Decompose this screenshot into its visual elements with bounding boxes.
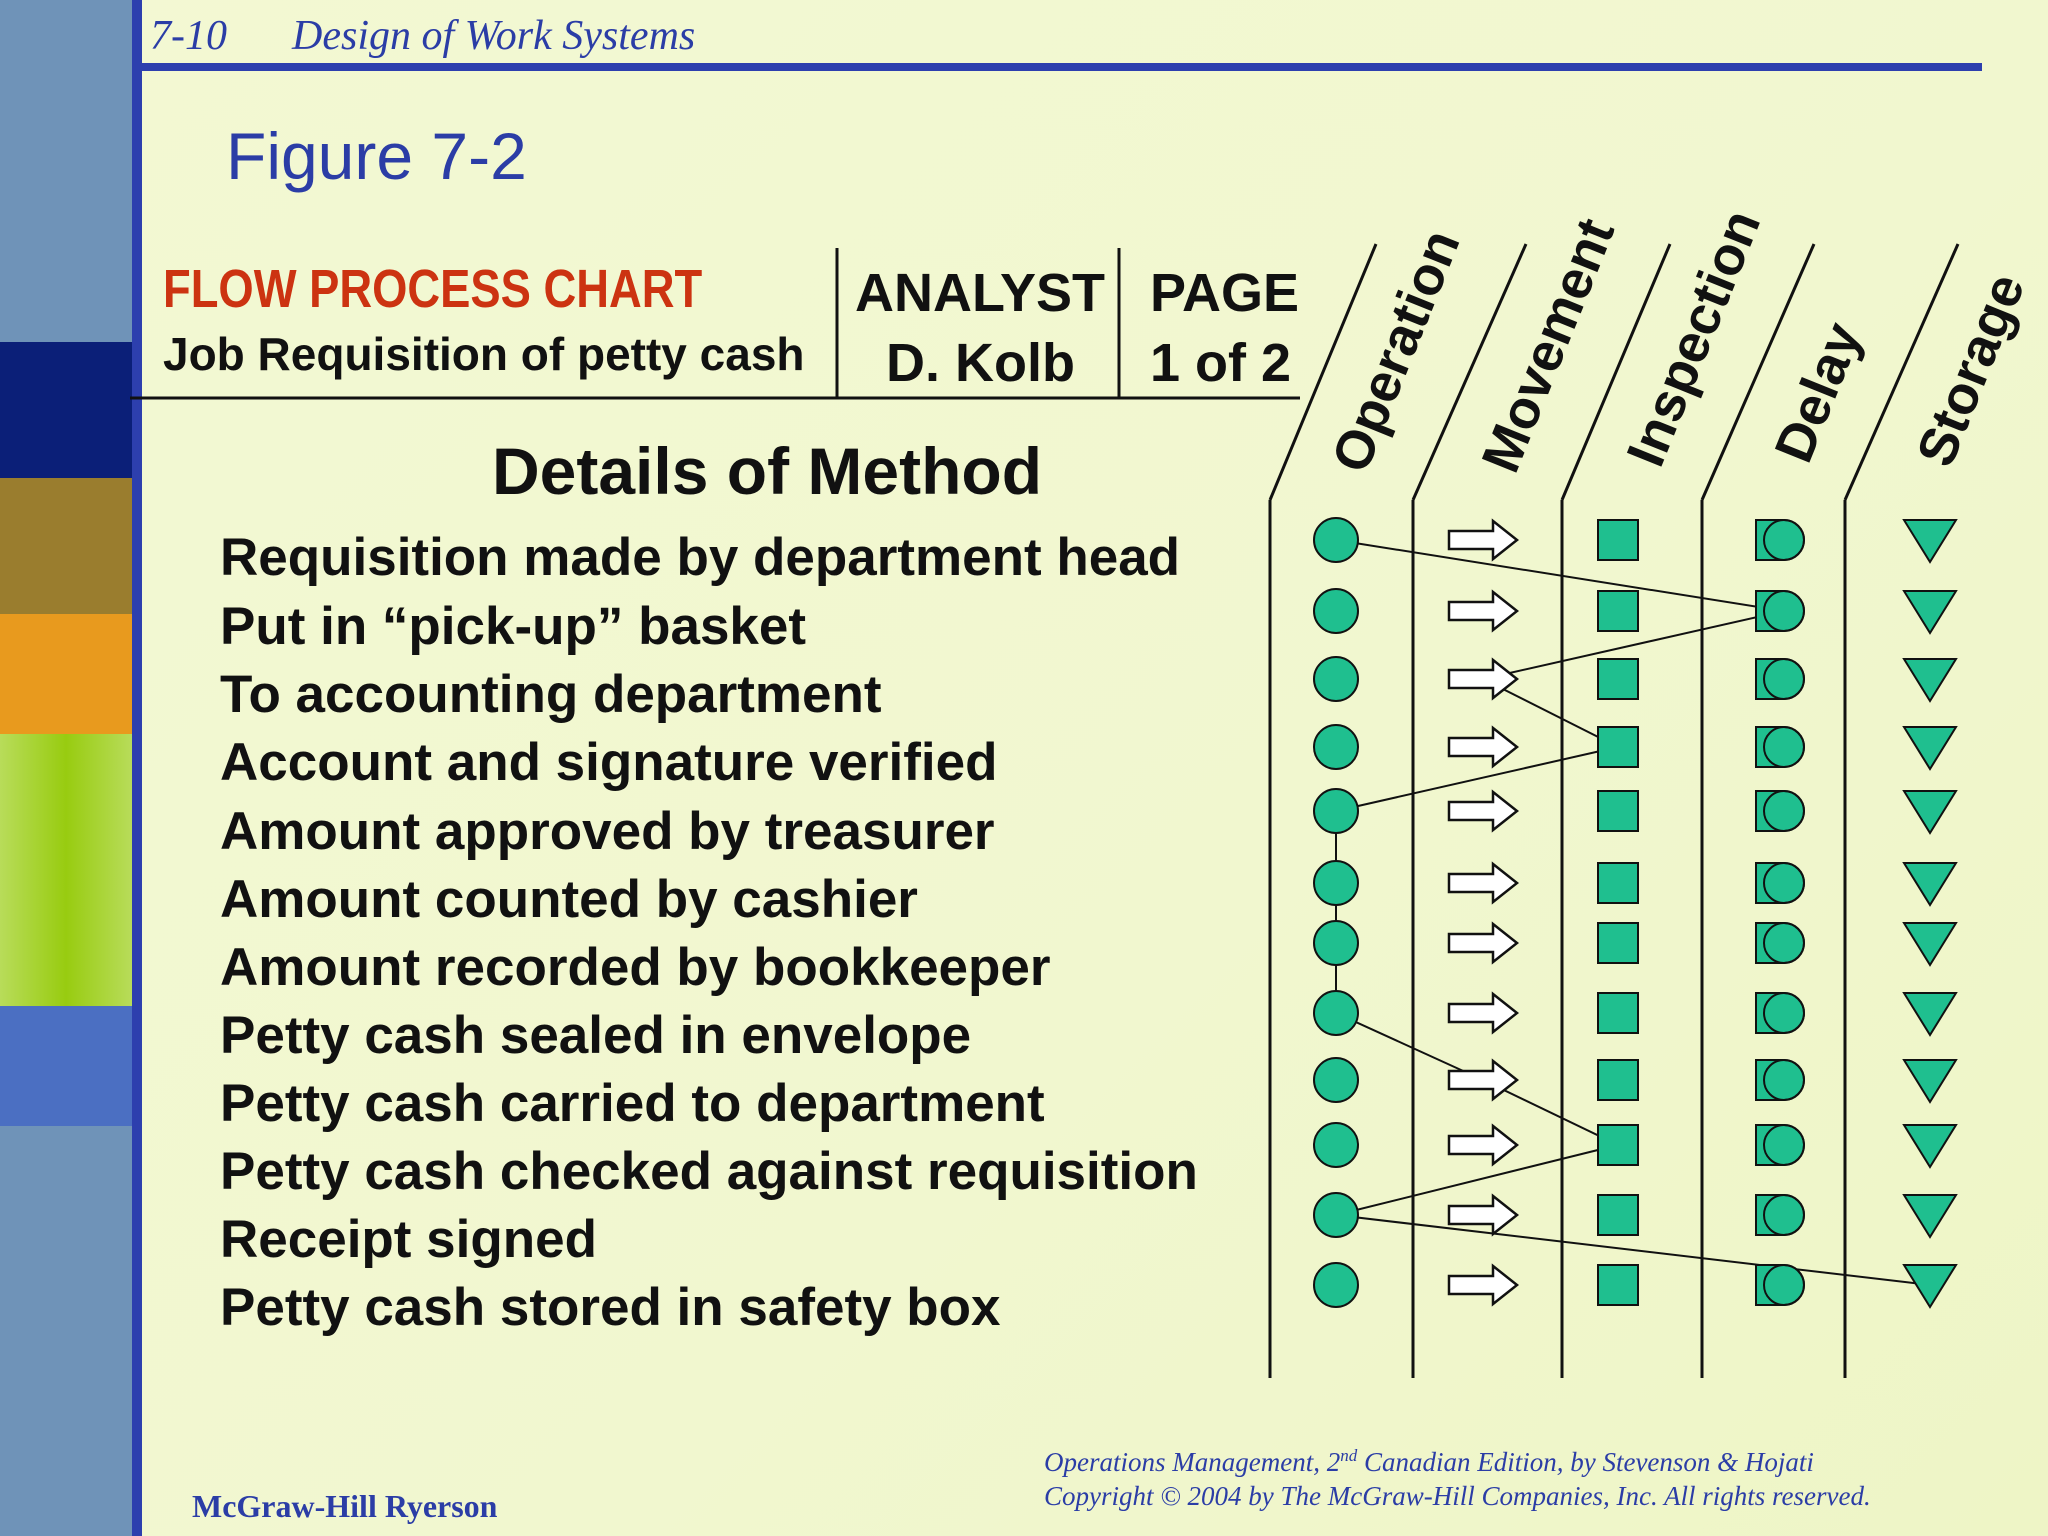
step-text: Account and signature verified <box>220 733 998 792</box>
inspection-symbol <box>1598 1195 1638 1235</box>
slide-title: Design of Work Systems <box>292 13 696 59</box>
storage-symbol <box>1904 791 1956 833</box>
step-text: Petty cash stored in safety box <box>220 1278 1001 1337</box>
step-text: Petty cash checked against requisition <box>220 1142 1198 1201</box>
operation-symbol <box>1314 1058 1358 1102</box>
inspection-symbol <box>1598 791 1638 831</box>
flow-connector <box>1336 540 1784 611</box>
step-text: Amount approved by treasurer <box>220 802 995 861</box>
movement-symbol <box>1449 924 1517 962</box>
operation-symbol <box>1314 518 1358 562</box>
inspection-symbol <box>1598 1125 1638 1165</box>
details-heading: Details of Method <box>492 434 1043 508</box>
column-label-delay: Delay <box>1763 314 1874 471</box>
chart-title: FLOW PROCESS CHART <box>163 259 703 319</box>
operation-symbol <box>1314 991 1358 1035</box>
step-text: To accounting department <box>220 665 882 724</box>
storage-symbol <box>1904 591 1956 633</box>
storage-symbol <box>1904 659 1956 701</box>
movement-symbol <box>1449 1061 1517 1099</box>
inspection-symbol <box>1598 727 1638 767</box>
storage-symbol <box>1904 863 1956 905</box>
storage-symbol <box>1904 1060 1956 1102</box>
column-label-inspection: Inspection <box>1615 201 1773 475</box>
inspection-symbol <box>1598 520 1638 560</box>
book-citation-superscript: nd <box>1340 1446 1358 1465</box>
column-label-storage: Storage <box>1905 265 2037 475</box>
storage-symbol <box>1904 993 1956 1035</box>
job-description: Job Requisition of petty cash <box>163 328 805 380</box>
storage-symbol <box>1904 1195 1956 1237</box>
storage-symbol <box>1904 1265 1956 1307</box>
figure-label: Figure 7-2 <box>226 119 527 193</box>
movement-symbol <box>1449 994 1517 1032</box>
operation-symbol <box>1314 1123 1358 1167</box>
step-text: Amount counted by cashier <box>220 870 918 929</box>
movement-symbol <box>1449 1126 1517 1164</box>
publisher-label: McGraw-Hill Ryerson <box>192 1488 498 1524</box>
step-text: Receipt signed <box>220 1210 597 1269</box>
inspection-symbol <box>1598 1265 1638 1305</box>
movement-symbol <box>1449 728 1517 766</box>
page-value: 1 of 2 <box>1150 333 1292 393</box>
step-text: Petty cash carried to department <box>220 1074 1045 1133</box>
page-label: PAGE <box>1150 263 1300 323</box>
movement-symbol <box>1449 521 1517 559</box>
book-citation-part1: Operations Management, 2 <box>1044 1447 1341 1477</box>
inspection-symbol <box>1598 591 1638 631</box>
copyright-notice: Copyright © 2004 by The McGraw-Hill Companies, Inc. All rights reserved. <box>1044 1481 1871 1511</box>
operation-symbol <box>1314 725 1358 769</box>
analyst-label: ANALYST <box>855 263 1106 323</box>
storage-symbol <box>1904 727 1956 769</box>
storage-symbol <box>1904 520 1956 562</box>
operation-symbol <box>1314 789 1358 833</box>
movement-symbol <box>1449 660 1517 698</box>
book-citation <box>1044 1446 1814 1478</box>
column-label-operation: Operation <box>1320 221 1472 481</box>
column-label-movement: Movement <box>1470 210 1627 481</box>
inspection-symbol <box>1598 863 1638 903</box>
movement-symbol <box>1449 792 1517 830</box>
step-text: Amount recorded by bookkeeper <box>220 938 1051 997</box>
storage-symbol <box>1904 923 1956 965</box>
flow-connector <box>1336 1145 1618 1215</box>
operation-symbol <box>1314 589 1358 633</box>
operation-symbol <box>1314 1263 1358 1307</box>
step-text: Requisition made by department head <box>220 528 1181 587</box>
operation-symbol <box>1314 1193 1358 1237</box>
operation-symbol <box>1314 921 1358 965</box>
inspection-symbol <box>1598 993 1638 1033</box>
step-text: Put in “pick-up” basket <box>220 597 807 656</box>
storage-symbol <box>1904 1125 1956 1167</box>
operation-symbol <box>1314 657 1358 701</box>
movement-symbol <box>1449 592 1517 630</box>
movement-symbol <box>1449 1196 1517 1234</box>
slide-number: 7-10 <box>150 13 227 59</box>
book-citation-part2: Canadian Edition, by Stevenson & Hojati <box>1357 1447 1814 1477</box>
movement-symbol <box>1449 864 1517 902</box>
inspection-symbol <box>1598 923 1638 963</box>
inspection-symbol <box>1598 1060 1638 1100</box>
operation-symbol <box>1314 861 1358 905</box>
step-text: Petty cash sealed in envelope <box>220 1006 972 1065</box>
movement-symbol <box>1449 1266 1517 1304</box>
inspection-symbol <box>1598 659 1638 699</box>
analyst-value: D. Kolb <box>886 333 1075 393</box>
